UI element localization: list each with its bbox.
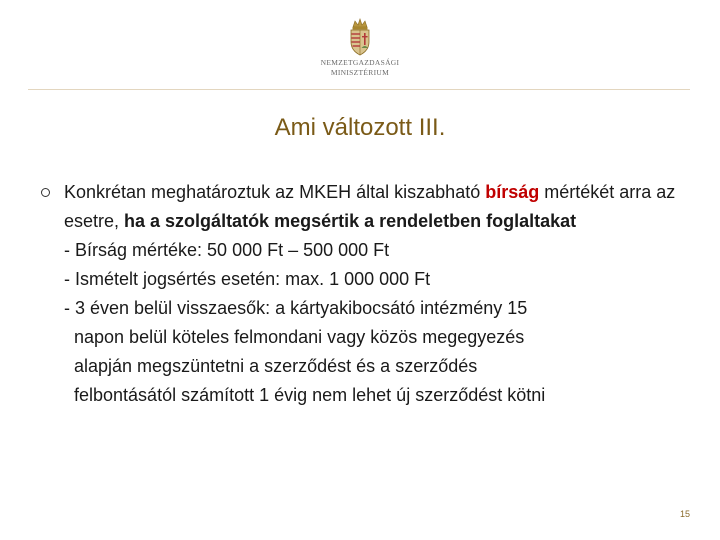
bullet-text-part1: Konkrétan meghatároztuk az MKEH által kiszabható (64, 182, 486, 202)
sub-item-recidivists: - 3 éven belül visszaesők: a kártyakibocsátó intézmény 15 (64, 298, 528, 318)
ministry-name (300, 58, 420, 78)
sub-item-list (38, 236, 678, 410)
bullet-dot-icon (41, 188, 50, 197)
page-number: 15 (679, 509, 690, 519)
sub-item-recidivists-line2: napon belül köteles felmondani vagy közös megegyezés (74, 327, 525, 347)
sub-item-fine-range: - Bírság mértéke: 50 000 Ft – 500 000 Ft (64, 240, 390, 260)
bullet-text (64, 178, 678, 236)
bullet-highlight: bírság (485, 182, 540, 202)
sub-item-repeat-violation: - Ismételt jogsértés esetén: max. 1 000 000 Ft (64, 269, 431, 289)
bullet-item (38, 178, 678, 236)
slide-title: Ami változott III. (274, 114, 446, 141)
ministry-name-line2: MINISZTÉRIUM (330, 68, 390, 77)
slide-content (38, 178, 678, 410)
sub-item-recidivists-line3: alapján megszüntetni a szerződést és a szerződés (74, 356, 478, 376)
header (0, 0, 720, 92)
bullet-text-part2: mértékét arra az esetre, (64, 182, 676, 231)
coat-of-arms-icon (347, 18, 373, 56)
sub-item-recidivists-line4: felbontásától számított 1 évig nem lehet új szerződést kötni (74, 385, 546, 405)
ministry-name-line1: NEMZETGAZDASÁGI (320, 58, 400, 67)
bullet-bold-text: ha a szolgáltatók megsértik a rendeletben foglaltakat (124, 211, 577, 231)
header-divider (28, 89, 690, 90)
